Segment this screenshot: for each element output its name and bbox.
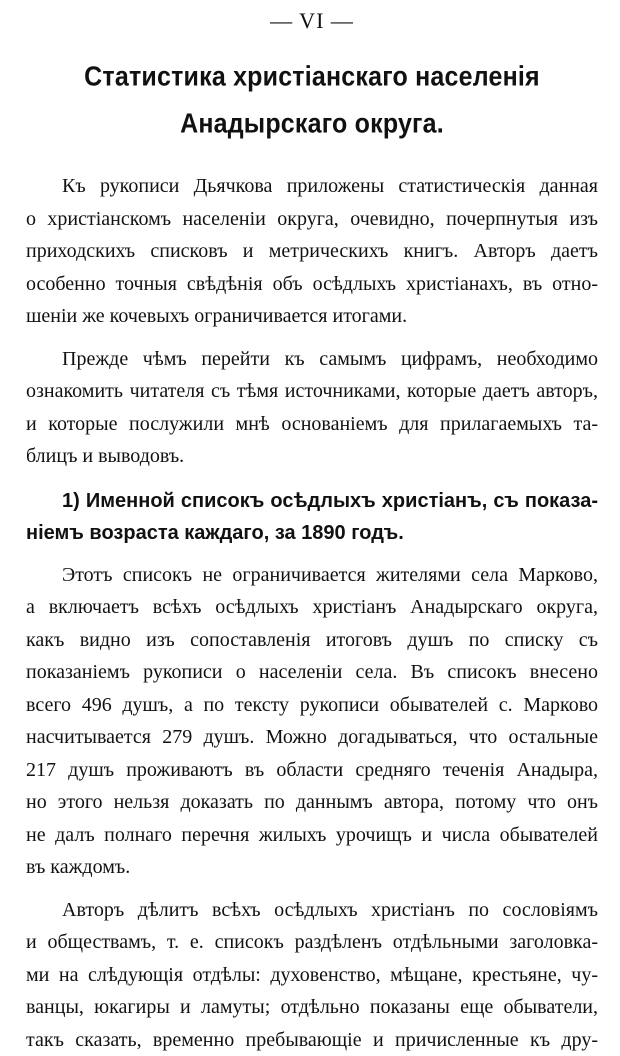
text-line: ознакомить читателя съ тѣмя источниками, которые даетъ авторъ, <box>26 375 598 408</box>
text-line: всего 496 душъ, а по тексту рукописи обывателей с. Марково <box>26 689 598 722</box>
text-line: такъ сказать, временно пребывающіе и причисленные къ дру- <box>26 1024 598 1056</box>
text-line: а включаетъ всѣхъ осѣдлыхъ христіанъ Анадырскаго округа, <box>26 591 598 624</box>
text-line: Этотъ списокъ не ограничивается жителями села Марково, <box>26 559 598 592</box>
paragraph <box>26 894 598 1056</box>
text-line: блицъ и выводовъ. <box>26 440 598 473</box>
text-line: Авторъ дѣлитъ всѣхъ осѣдлыхъ христіанъ по сословіямъ <box>26 894 598 927</box>
text-line: о христіанскомъ населеніи округа, очевидно, почерпнутыя изъ <box>26 203 598 236</box>
paragraph <box>26 343 598 473</box>
text-line: Прежде чѣмъ перейти къ самымъ цифрамъ, необходимо <box>26 343 598 376</box>
text-line: насчитывается 279 душъ. Можно догадываться, что остальные <box>26 721 598 754</box>
page-number: — VI — <box>26 6 598 36</box>
text-line: показаніемъ рукописи о населеніи села. Въ списокъ внесено <box>26 656 598 689</box>
page-title <box>26 53 598 147</box>
text-line: ми на слѣдующія отдѣлы: духовенство, мѣщане, крестьяне, чу- <box>26 959 598 992</box>
heading-line: ніемъ возраста каждаго, за 1890 годъ. <box>26 517 598 549</box>
text-line: но этого нельзя доказать по даннымъ автора, потому что онъ <box>26 786 598 819</box>
text-line: приходскихъ списковъ и метрическихъ книгъ. Авторъ даетъ <box>26 235 598 268</box>
text-line: 217 душъ проживаютъ въ области средняго теченія Анадыра, <box>26 754 598 787</box>
text-line: не далъ полнаго перечня жилыхъ урочищъ и числа обывателей <box>26 819 598 852</box>
text-line: особенно точныя свѣдѣнія объ осѣдлыхъ христіанахъ, въ отно- <box>26 268 598 301</box>
heading-line: 1) Именной списокъ осѣдлыхъ христіанъ, съ показа- <box>26 485 598 517</box>
text-line: Къ рукописи Дьячкова приложены статистическія данная <box>26 170 598 203</box>
text-line: въ каждомъ. <box>26 851 598 884</box>
text-line: шеніи же кочевыхъ ограничивается итогами. <box>26 300 598 333</box>
text-line: и которые послужили мнѣ основаніемъ для прилагаемыхъ та- <box>26 408 598 441</box>
text-line: какъ видно изъ сопоставленія итоговъ душъ по списку съ <box>26 624 598 657</box>
paragraph <box>26 170 598 333</box>
paragraph <box>26 559 598 884</box>
title-line: Анадырскаго округа. <box>26 100 598 147</box>
text-line: и обществамъ, т. е. списокъ раздѣленъ отдѣльными заголовка- <box>26 926 598 959</box>
text-line: ванцы, юкагиры и ламуты; отдѣльно показаны еще обыватели, <box>26 991 598 1024</box>
section-heading <box>26 485 598 549</box>
title-line: Статистика христіанскаго населенія <box>26 53 598 100</box>
